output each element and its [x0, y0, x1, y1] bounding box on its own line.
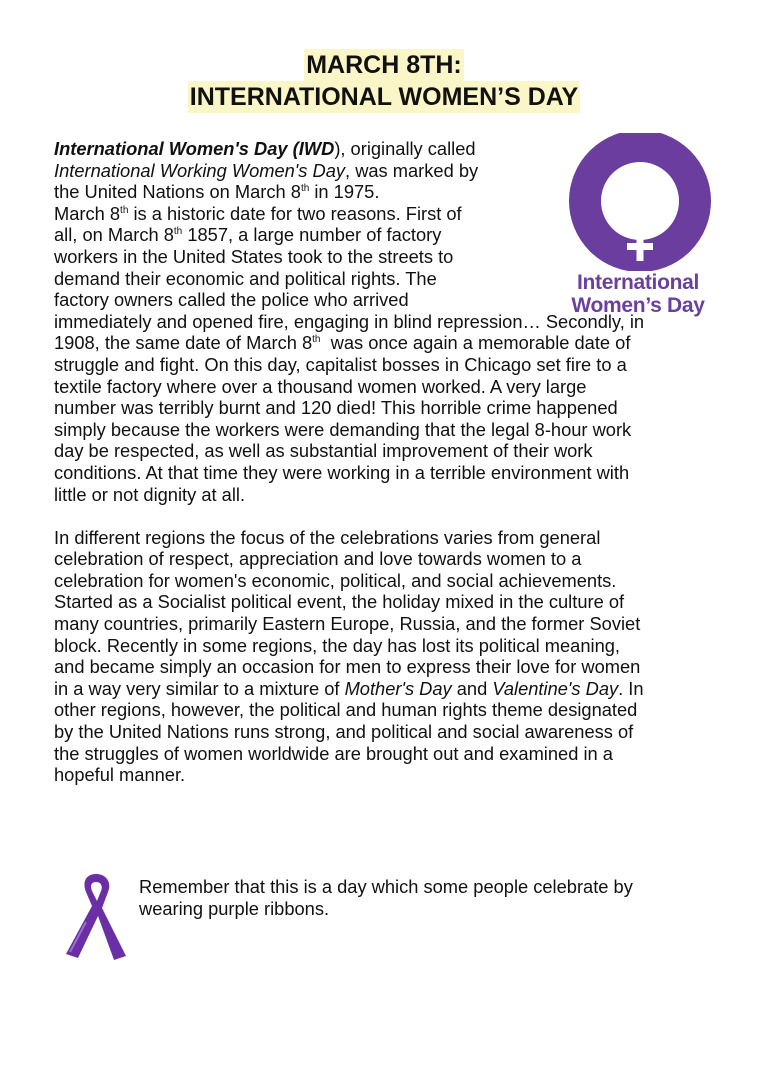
text-line: 1908, the same date of March 8th was once again a memorable date of	[54, 332, 631, 354]
text-line: In different regions the focus of the celebrations varies from general	[54, 526, 601, 548]
reminder-line-2: wearing purple ribbons.	[139, 897, 330, 919]
text-line: little or not dignity at all.	[54, 483, 246, 505]
text-line: textile factory where over a thousand women worked. A very large	[54, 375, 587, 397]
paragraph-celebrations	[54, 527, 734, 786]
page-title	[0, 49, 768, 113]
purple-ribbon-icon	[56, 868, 136, 964]
text-line: by the United Nations runs strong, and political and social awareness of	[54, 721, 634, 743]
title-line-2: INTERNATIONAL WOMEN’S DAY	[189, 83, 579, 111]
text-line: other regions, however, the political and human rights theme designated	[54, 699, 638, 721]
text-line: in a way very similar to a mixture of Mother's Day and Valentine's Day. In	[54, 677, 644, 699]
text-line: conditions. At that time they were working in a terrible environment with	[54, 461, 630, 483]
text-line: March 8th is a historic date for two reasons. First of	[54, 202, 462, 224]
text-line: International Working Women's Day, was marked by	[54, 159, 479, 181]
logo-line-1: International	[576, 271, 700, 294]
text-line: and became simply an occasion for men to express their love for women	[54, 656, 641, 678]
paragraph-history	[54, 138, 734, 505]
text-line: celebration for women's economic, political, and social achievements.	[54, 569, 617, 591]
text-line: International Women's Day (IWD), originally called	[54, 138, 476, 159]
text-line: the United Nations on March 8th in 1975.	[54, 181, 380, 203]
text-line: struggle and fight. On this day, capitalist bosses in Chicago set fire to a	[54, 353, 627, 375]
text-line: demand their economic and political rights. The	[54, 267, 437, 289]
text-line: number was terribly burnt and 120 died! This horrible crime happened	[54, 397, 618, 419]
text-line: simply because the workers were demanding that the legal 8-hour work	[54, 418, 632, 440]
text-line: celebration of respect, appreciation and love towards women to a	[54, 548, 582, 570]
text-line: day be respected, as well as substantial improvement of their work	[54, 440, 593, 462]
reminder-text	[139, 876, 739, 919]
text-line: Started as a Socialist political event, the holiday mixed in the culture of	[54, 591, 625, 613]
text-line: all, on March 8th 1857, a large number of factory	[54, 224, 442, 246]
text-line: the struggles of women worldwide are brought out and examined in a	[54, 742, 613, 764]
text-line: workers in the United States took to the streets to	[54, 245, 454, 267]
text-line: factory owners called the police who arrived	[54, 289, 409, 311]
reminder-line-1: Remember that this is a day which some people celebrate by	[139, 876, 633, 897]
text-line: hopeful manner.	[54, 764, 186, 786]
body-text	[54, 138, 734, 786]
text-line: immediately and opened fire, engaging in blind repression… Secondly, in	[54, 310, 645, 332]
title-line-1: MARCH 8TH:	[306, 51, 462, 79]
logo-line-2: Women’s Day	[571, 294, 705, 317]
text-line: many countries, primarily Eastern Europe, Russia, and the former Soviet	[54, 613, 641, 635]
text-line: block. Recently in some regions, the day has lost its political meaning,	[54, 634, 620, 656]
paragraph-history-lead	[54, 138, 532, 311]
